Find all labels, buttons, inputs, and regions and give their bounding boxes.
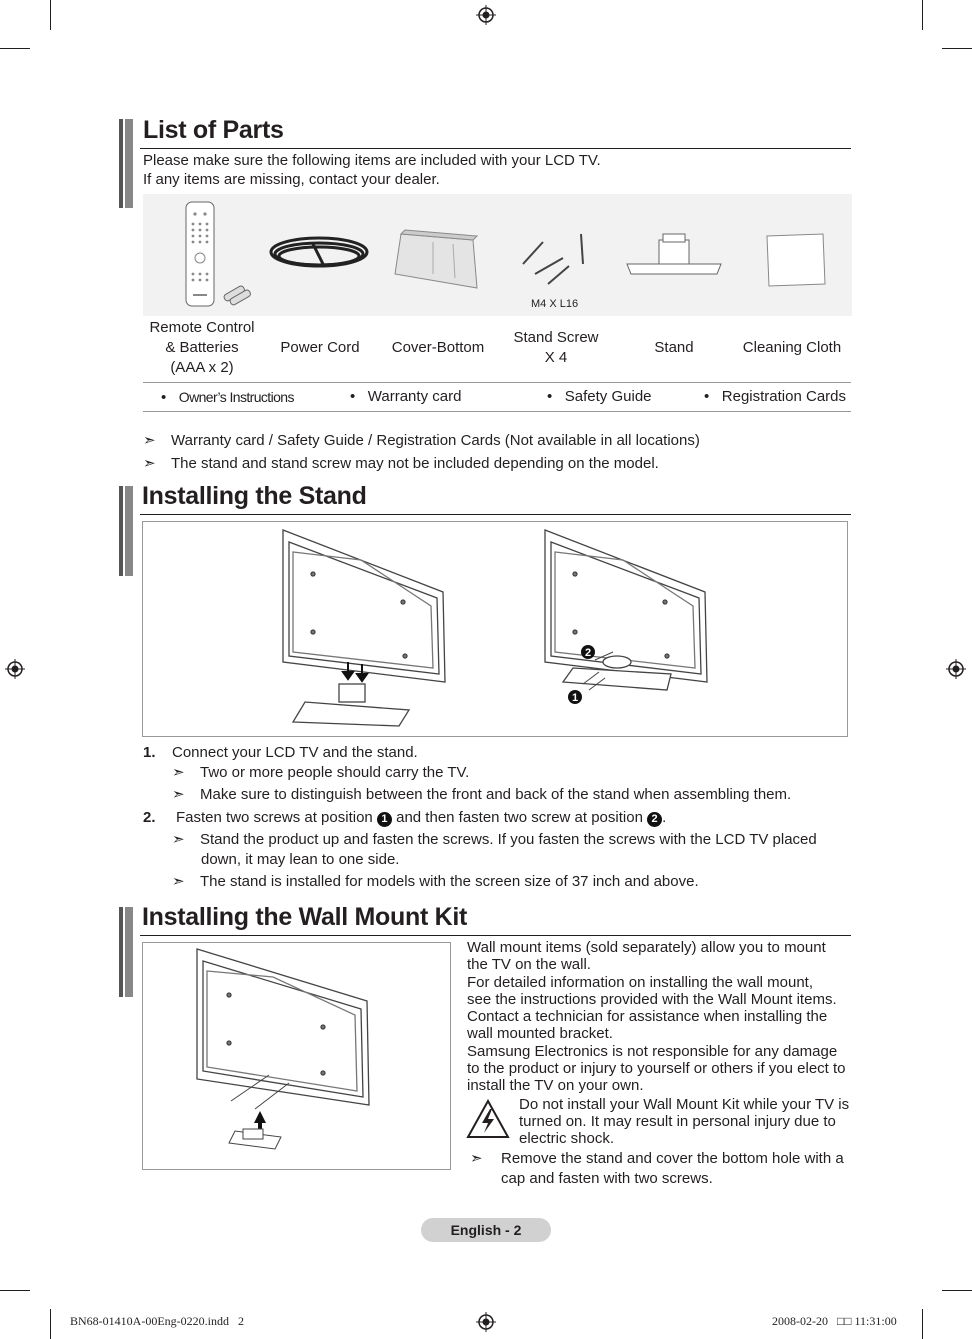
note-item-continued: cap and fasten with two screws. (501, 1170, 713, 1187)
callout-2-badge: 2 (647, 812, 662, 827)
doc-item: • Registration Cards (704, 388, 846, 405)
section-bar (119, 907, 133, 997)
wall-para-2: For detailed information on installing the wall mount, see the instructions provided with the Wall Mount items. Contact a technician for assistance when installing the wall mounted bracket. (467, 974, 837, 1042)
parts-intro-line1: Please make sure the following items are included with your LCD TV. (143, 152, 601, 169)
callout-1-number: 1 (571, 692, 579, 704)
note-arrow-icon: ➣ (143, 432, 156, 449)
stand-illustration (143, 522, 847, 736)
stand-icon (229, 1129, 281, 1149)
batteries-icon (223, 285, 252, 306)
stand-screw-icon (523, 234, 583, 284)
up-arrow-icon (254, 1111, 266, 1131)
cover-bottom-icon (395, 230, 477, 288)
crop-mark (942, 1290, 972, 1291)
print-timestamp: 2008-02-20 □□ 11:31:00 (772, 1314, 897, 1328)
parts-illustrations (143, 194, 852, 316)
step-number: 2. (143, 809, 156, 826)
page-number-pill: English - 2 (421, 1218, 551, 1242)
tv-back-icon (283, 530, 445, 726)
tv-back-icon (197, 949, 369, 1105)
electric-warning-icon (466, 1099, 510, 1139)
part-label-power-cord: Power Cord (280, 339, 360, 356)
step-text: Fasten two screws at position 1 and then fasten two screw at position 2 . (176, 809, 667, 826)
callout-1-badge: 1 (377, 812, 392, 827)
step-text: Connect your LCD TV and the stand. (172, 744, 418, 761)
screw-spec-label: M4 X L16 (531, 298, 579, 310)
doc-item: • Safety Guide (547, 388, 652, 405)
note-arrow-icon: ➣ (172, 873, 185, 890)
part-label-remote: Remote Control & Batteries (AAA x 2) (149, 319, 255, 376)
note-arrow-icon: ➣ (172, 786, 185, 803)
stand-illustration-panel (142, 521, 848, 737)
registration-mark-icon (476, 5, 496, 25)
wall-title: Installing the Wall Mount Kit (142, 903, 468, 931)
wall-illustration (143, 943, 450, 1169)
part-label-stand: Stand (654, 339, 694, 356)
crop-mark (0, 48, 30, 49)
note-item: ➣ Two or more people should carry the TV. (172, 764, 470, 781)
part-label-cover-bottom: Cover-Bottom (391, 339, 485, 356)
wall-warning: Do not install your Wall Mount Kit while your TV is turned on. It may result in personal injury due to electric shock. (519, 1096, 850, 1147)
registration-mark-icon (476, 1312, 496, 1332)
registration-mark-icon (946, 659, 966, 679)
wall-para-3: Samsung Electronics is not responsible for any damage to the product or injury to yourself or others if you elect to install the TV on your own. (467, 1043, 846, 1094)
file-slug: BN68-01410A-00Eng-0220.indd 2 (70, 1314, 244, 1328)
parts-intro-line2: If any items are missing, contact your dealer. (143, 171, 440, 188)
note-arrow-icon: ➣ (172, 764, 185, 781)
doc-item: • Owner’s Instructions (161, 389, 294, 406)
wall-para-1: Wall mount items (sold separately) allow you to mount the TV on the wall. (467, 939, 826, 973)
title-rule (140, 514, 851, 515)
note-arrow-icon: ➣ (470, 1150, 483, 1167)
section-bar (119, 119, 133, 208)
wall-illustration-panel (142, 942, 451, 1170)
crop-mark (50, 0, 51, 30)
note-item: ➣ The stand is installed for models with the screen size of 37 inch and above. (172, 873, 699, 890)
tv-back-icon (545, 530, 707, 690)
crop-mark (922, 0, 923, 30)
title-rule (140, 148, 851, 149)
callout-2-number: 2 (584, 647, 592, 659)
note-arrow-icon: ➣ (172, 831, 185, 848)
title-rule (140, 935, 851, 936)
crop-mark (942, 48, 972, 49)
note-item: ➣ Stand the product up and fasten the screws. If you fasten the screws with the LCD TV placed (172, 831, 817, 848)
note-arrow-icon: ➣ (143, 455, 156, 472)
note-item: ➣ Make sure to distinguish between the front and back of the stand when assembling them. (172, 786, 792, 803)
note-item: ➣ Warranty card / Safety Guide / Registration Cards (Not available in all locations) (143, 432, 700, 449)
registration-mark-icon (5, 659, 25, 679)
parts-title: List of Parts (143, 116, 284, 144)
parts-image-strip (143, 194, 852, 316)
section-bar (119, 486, 133, 576)
remote-control-icon (186, 202, 214, 306)
crop-mark (0, 1290, 30, 1291)
stand-icon (627, 234, 721, 274)
crop-mark (922, 1309, 923, 1339)
part-label-stand-screw: Stand Screw X 4 (513, 329, 599, 366)
power-cord-icon (271, 238, 367, 266)
note-item-continued: down, it may lean to one side. (201, 851, 400, 868)
crop-mark (50, 1309, 51, 1339)
note-item: ➣ The stand and stand screw may not be included depending on the model. (143, 455, 659, 472)
step-number: 1. (143, 744, 156, 761)
note-item: ➣ Remove the stand and cover the bottom hole with a (470, 1150, 844, 1167)
stand-title: Installing the Stand (142, 482, 367, 510)
doc-item: • Warranty card (350, 388, 462, 405)
cleaning-cloth-icon (767, 234, 825, 286)
part-label-cleaning-cloth: Cleaning Cloth (742, 339, 842, 356)
